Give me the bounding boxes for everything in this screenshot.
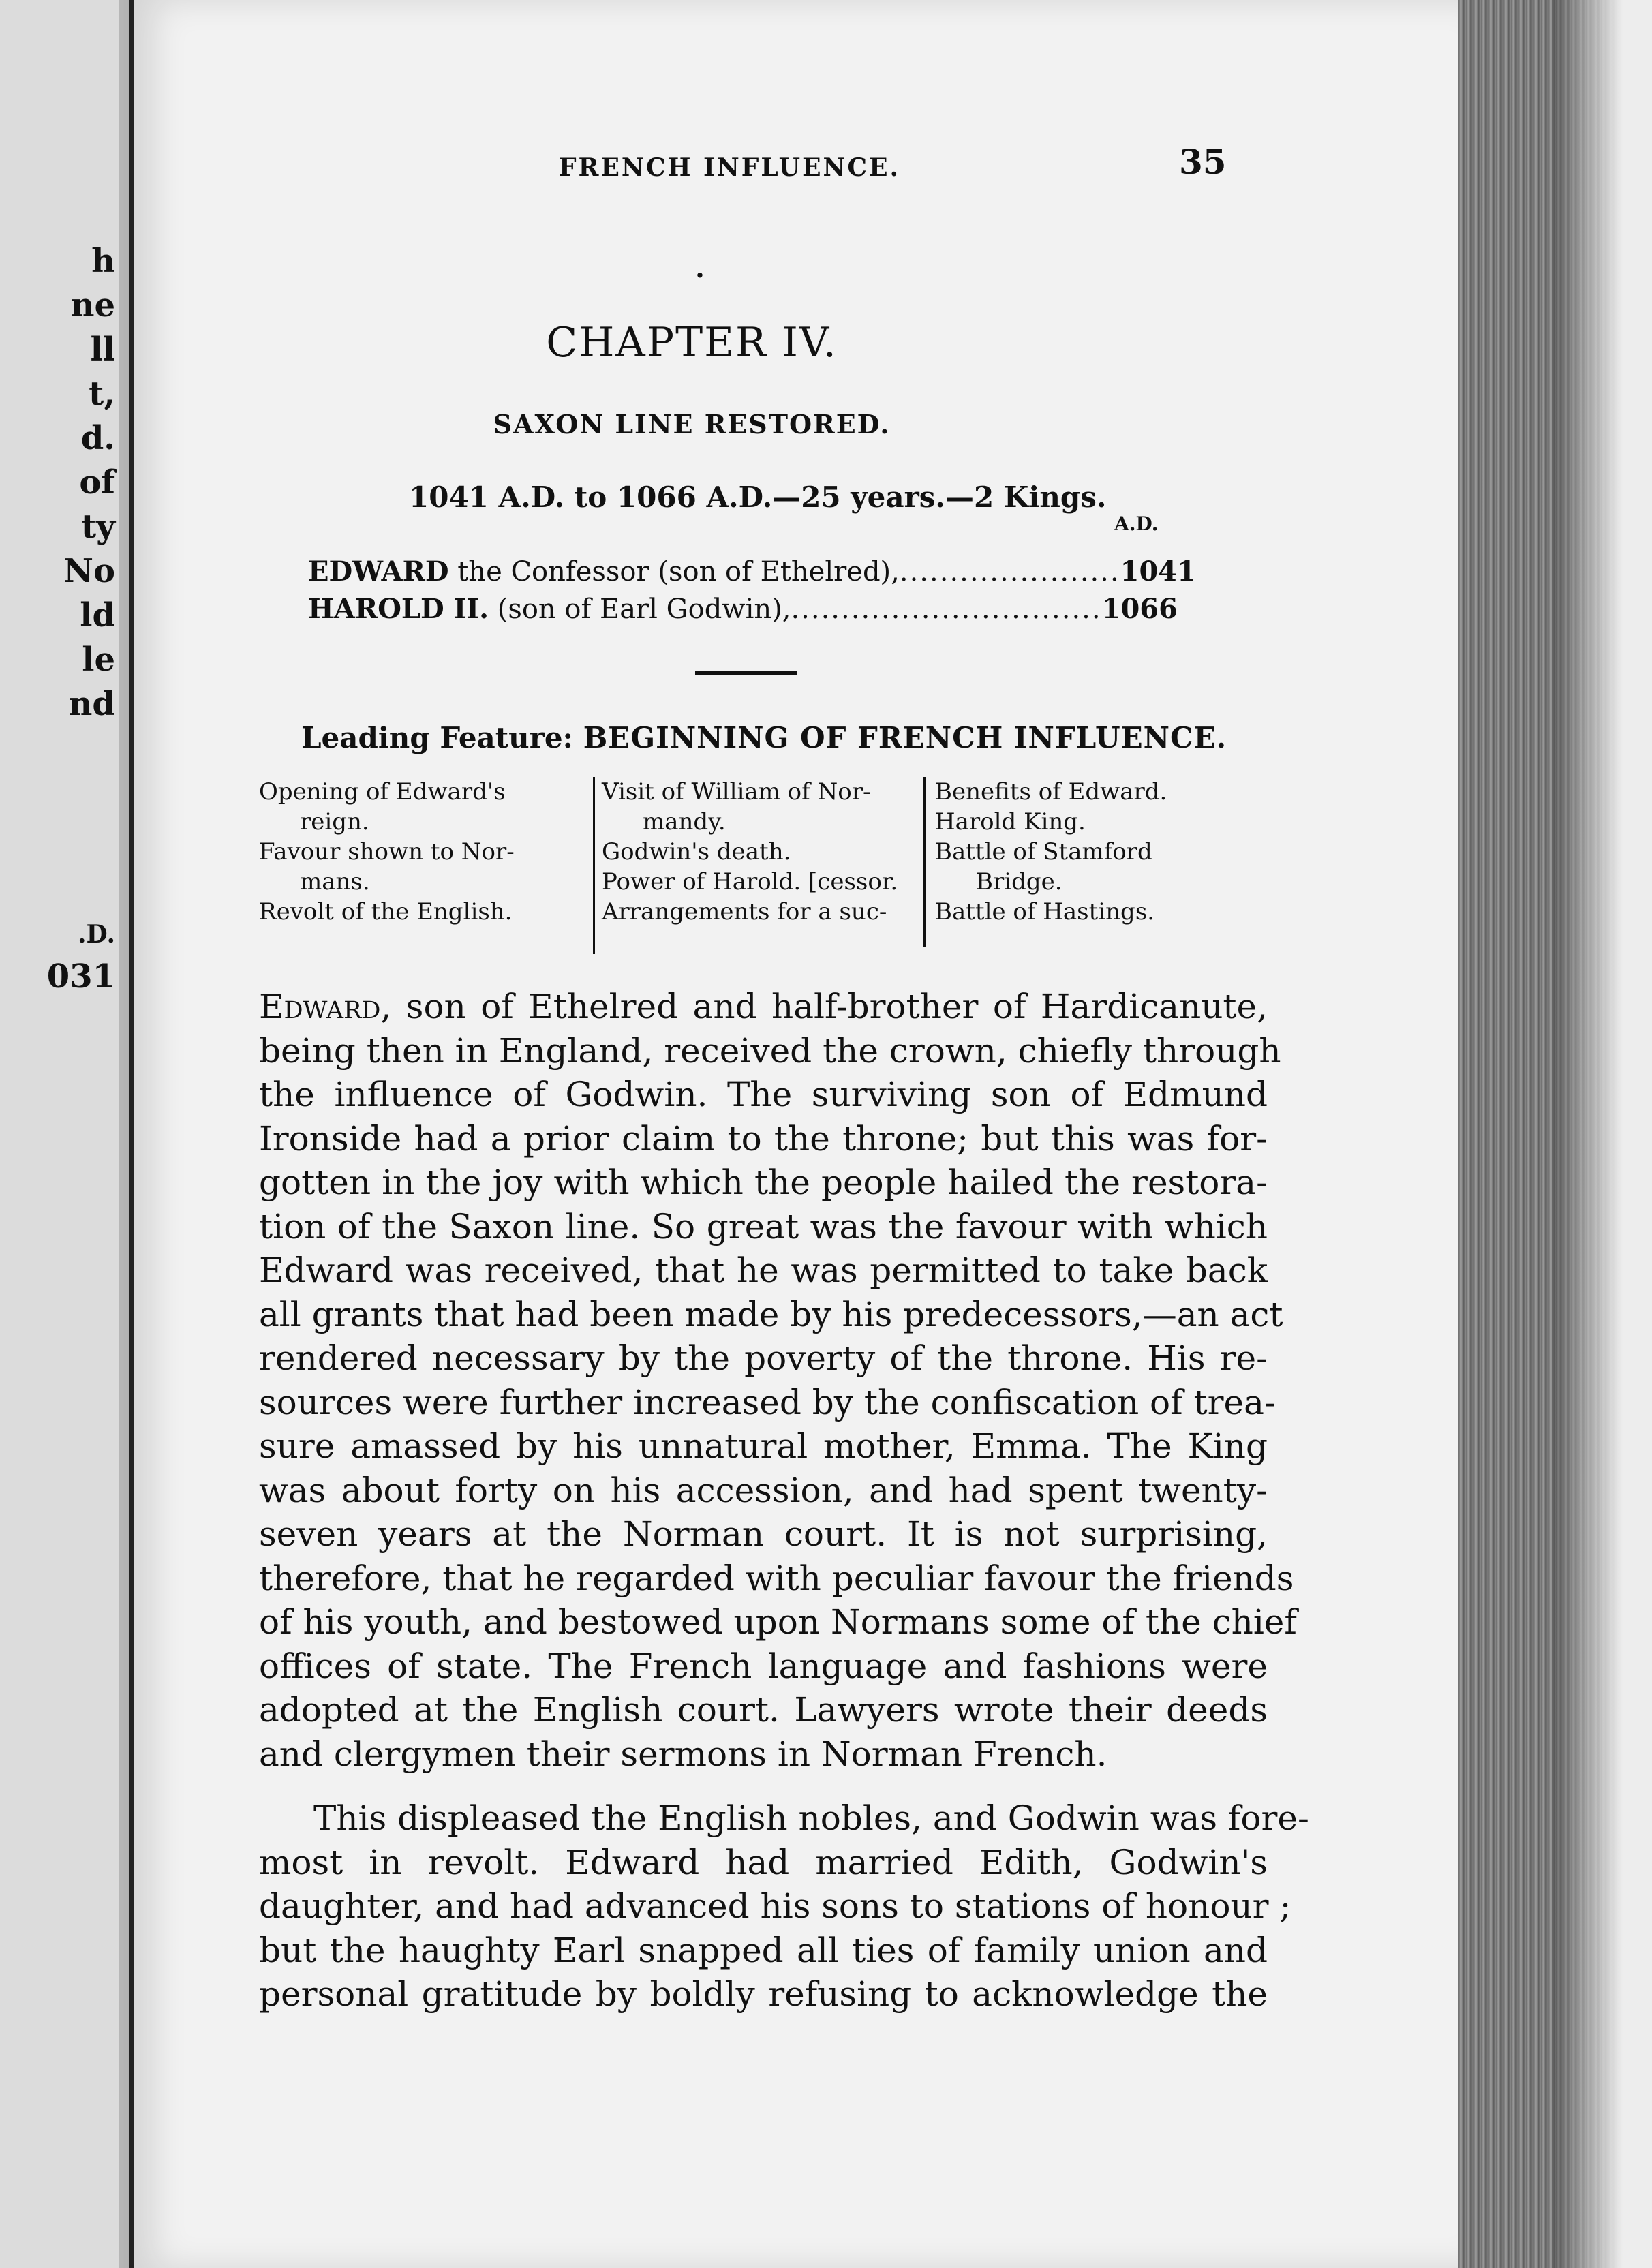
topic-line: Arrangements for a suc- — [602, 898, 887, 925]
topic-line: Battle of Hastings. — [935, 898, 1155, 925]
previous-page-edge — [0, 0, 119, 2268]
topic-column-1 — [259, 777, 586, 927]
body-line: sources were further increased by the confiscation of trea- — [259, 1382, 1276, 1422]
body-line: gotten in the joy with which the people hailed the restora- — [259, 1163, 1268, 1202]
body-line: sure amassed by his unnatural mother, Emma. The King — [259, 1426, 1268, 1466]
topic-line: Battle of Stamford — [935, 838, 1152, 865]
king-year: 1066 — [1101, 593, 1178, 625]
king-name: EDWARD — [308, 555, 449, 587]
feature-label: Leading Feature: — [301, 721, 583, 754]
body-line: therefore, that he regarded with peculiar favour the friends — [259, 1558, 1294, 1598]
page-content — [259, 0, 1309, 2268]
prev-page-fragment: ld — [80, 596, 115, 634]
topic-line: Opening of Edward's — [259, 778, 506, 806]
body-line: and clergymen their sermons in Norman French. — [259, 1734, 1107, 1774]
running-title: FRENCH INFLUENCE. — [559, 153, 901, 182]
body-line: Edward was received, that he was permitted to take back — [259, 1251, 1268, 1290]
body-line: tion of the Saxon line. So great was the favour with which — [259, 1206, 1268, 1246]
page-number: 35 — [1179, 142, 1227, 182]
ornament-dot: . — [695, 252, 705, 284]
body-line: rendered necessary by the poverty of the throne. His re- — [259, 1338, 1268, 1378]
king-desc: (son of Earl Godwin), — [489, 594, 791, 625]
body-line: daughter, and had advanced his sons to stations of honour ; — [259, 1886, 1291, 1926]
body-line: all grants that had been made by his predecessors,—an act — [259, 1294, 1283, 1334]
topic-line: Visit of William of Nor- — [602, 778, 871, 806]
prev-page-fragment: nd — [68, 685, 115, 723]
king-entry — [308, 593, 1178, 625]
body-text — [259, 985, 1309, 2017]
prev-page-fragment: t, — [89, 375, 115, 413]
king-entry — [308, 555, 1196, 587]
topic-line: Godwin's death. — [602, 838, 791, 865]
body-line: This displeased the English nobles, and Godwin was fore- — [313, 1798, 1309, 1838]
topic-line: Harold King. — [935, 808, 1086, 836]
prev-page-fragment: ty — [80, 508, 115, 546]
feature-value: BEGINNING OF FRENCH INFLUENCE. — [583, 721, 1227, 754]
topic-line: Revolt of the English. — [259, 898, 513, 925]
king-year: 1041 — [1120, 555, 1196, 587]
body-line: but the haughty Earl snapped all ties of family union and — [259, 1930, 1268, 1970]
body-line: being then in England, received the crown, chiefly through — [259, 1030, 1281, 1071]
king-desc: the Confessor (son of Ethelred), — [448, 556, 900, 587]
section-rule — [695, 671, 797, 675]
topic-line: reign. — [300, 808, 369, 836]
body-line: the influence of Godwin. The surviving son of Edmund — [259, 1075, 1268, 1114]
prev-page-fragment: le — [82, 641, 115, 679]
topic-column-2 — [593, 777, 929, 954]
topic-line: Bridge. — [976, 868, 1062, 895]
prev-page-fragment: of — [79, 463, 115, 502]
body-line: offices of state. The French language and fashions were — [259, 1646, 1268, 1686]
leading-feature — [301, 721, 1227, 754]
leader-dots: ...................... — [899, 556, 1120, 587]
topic-line: mandy. — [643, 808, 726, 836]
prev-page-fragment: h — [91, 242, 115, 280]
chapter-title: CHAPTER IV. — [546, 319, 838, 367]
body-line: Ironside had a prior claim to the throne; but this was for- — [259, 1118, 1268, 1159]
body-line: Edward, son of Ethelred and half-brother of Hardicanute, — [259, 987, 1268, 1026]
topic-line: Benefits of Edward. — [935, 778, 1167, 806]
topic-column-3 — [923, 777, 1208, 947]
page-block-edge — [1458, 0, 1652, 2268]
prev-page-fragment: No — [63, 552, 115, 590]
prev-page-fragment: ne — [70, 286, 115, 324]
chapter-subtitle: SAXON LINE RESTORED. — [493, 409, 891, 440]
body-line: adopted at the English court. Lawyers wrote their deeds — [259, 1690, 1268, 1730]
leader-dots: ............................... — [791, 594, 1102, 625]
topic-line: Favour shown to Nor- — [259, 838, 515, 865]
chapter-dates: 1041 A.D. to 1066 A.D.—25 years.—2 Kings. — [409, 480, 1107, 514]
body-line: was about forty on his accession, and had spent twenty- — [259, 1470, 1268, 1510]
prev-page-fragment: ll — [90, 331, 115, 369]
body-line: of his youth, and bestowed upon Normans some of the chief — [259, 1602, 1297, 1642]
ad-column-label: A.D. — [1114, 512, 1159, 535]
body-line: seven years at the Norman court. It is not surprising, — [259, 1514, 1268, 1554]
body-line: most in revolt. Edward had married Edith, Godwin's — [259, 1842, 1268, 1882]
first-word: Edward — [259, 987, 381, 1026]
prev-page-fragment: 031 — [46, 957, 115, 996]
king-name: HAROLD II. — [308, 593, 489, 625]
topic-summary — [259, 777, 1199, 954]
topic-line: Power of Harold. [cessor. — [602, 868, 898, 895]
prev-page-fragment: .D. — [77, 920, 115, 949]
prev-page-fragment: d. — [80, 419, 115, 457]
topic-line: mans. — [300, 868, 370, 895]
body-line: personal gratitude by boldly refusing to acknowledge the — [259, 1974, 1268, 2014]
